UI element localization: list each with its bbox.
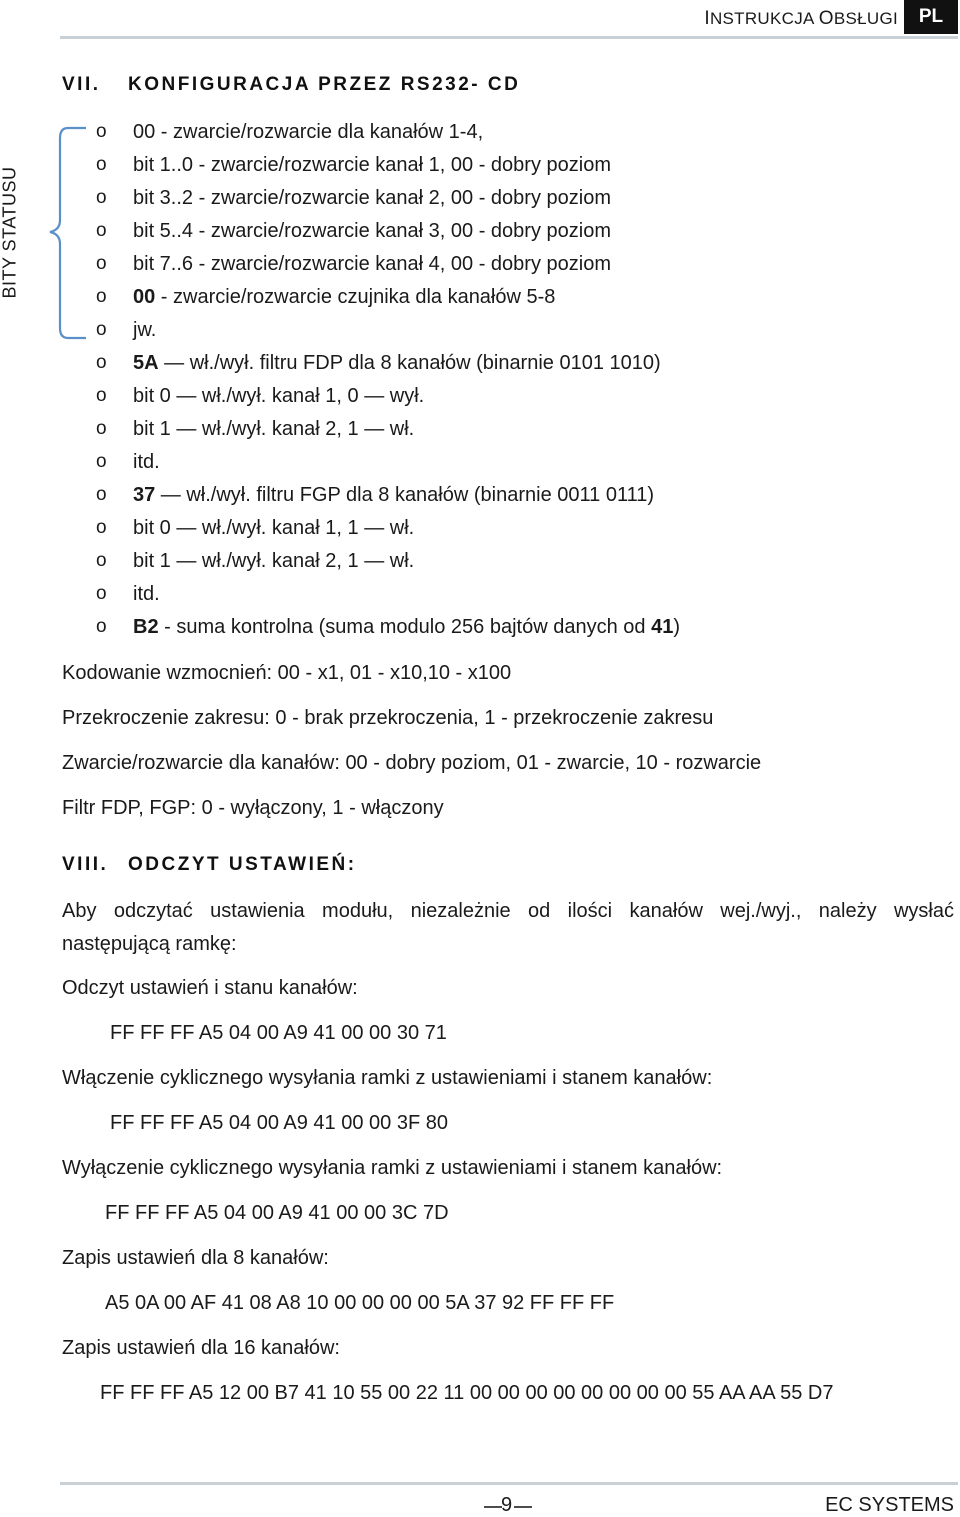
note-filter: Filtr FDP, FGP: 0 - wyłączony, 1 - włączony <box>62 797 444 819</box>
list-item-text: jw. <box>133 319 157 341</box>
list-item-text: bit 1 — wł./wył. kanał 2, 1 — wł. <box>133 418 415 440</box>
section-heading-7 <box>62 74 520 96</box>
bullet: o <box>96 352 107 373</box>
bullet: o <box>96 154 107 175</box>
note-gain-coding: Kodowanie wzmocnień: 00 - x1, 01 - x10,10 - x100 <box>62 662 512 684</box>
document-title: INSTRUKCJA OBSŁUGI <box>704 8 898 29</box>
bullet: o <box>96 121 107 142</box>
bullet: o <box>96 418 107 439</box>
bullet: o <box>96 616 107 637</box>
list-item-text: 00 - zwarcie/rozwarcie dla kanałów 1-4, <box>133 121 484 143</box>
frame-code: FF FF FF A5 12 00 B7 41 10 55 00 22 11 00 00 00 00 00 00 00 00 55 AA AA 55 D7 <box>100 1382 834 1404</box>
frame-code: FF FF FF A5 04 00 A9 41 00 00 3C 7D <box>105 1202 449 1224</box>
header-rule <box>60 36 958 39</box>
side-label-status-bits: BITY STATUSU <box>0 166 20 299</box>
bullet: o <box>96 484 107 505</box>
frame-label: Wyłączenie cyklicznego wysyłania ramki z ustawieniami i stanem kanałów: <box>62 1157 723 1179</box>
bullet: o <box>96 583 107 604</box>
list-item-text: bit 0 — wł./wył. kanał 1, 1 — wł. <box>133 517 415 539</box>
bullet: o <box>96 550 107 571</box>
section-title: KONFIGURACJA PRZEZ RS232- CD <box>128 74 521 95</box>
frame-label: Zapis ustawień dla 16 kanałów: <box>62 1337 340 1359</box>
list-item-text: bit 7..6 - zwarcie/rozwarcie kanał 4, 00 - dobry poziom <box>133 253 611 275</box>
list-item-text: bit 5..4 - zwarcie/rozwarcie kanał 3, 00 - dobry poziom <box>133 220 611 242</box>
bullet: o <box>96 319 107 340</box>
section-title: ODCZYT USTAWIEŃ: <box>128 854 357 875</box>
bullet: o <box>96 253 107 274</box>
intro-paragraph: Aby odczytać ustawienia modułu, niezależnie od ilości kanałów wej./wyj., należy wysłać następującą ramkę: <box>62 900 954 955</box>
bullet: o <box>96 286 107 307</box>
note-short-open: Zwarcie/rozwarcie dla kanałów: 00 - dobry poziom, 01 - zwarcie, 10 - rozwarcie <box>62 752 762 774</box>
frame-label: Odczyt ustawień i stanu kanałów: <box>62 977 358 999</box>
bullet: o <box>96 517 107 538</box>
brace-bracket <box>28 124 88 342</box>
bullet: o <box>96 220 107 241</box>
frame-code: A5 0A 00 AF 41 08 A8 10 00 00 00 00 5A 37 92 FF FF FF <box>105 1292 615 1314</box>
section-number: VII. <box>62 74 101 95</box>
footer-rule <box>60 1482 958 1485</box>
bullet: o <box>96 385 107 406</box>
frame-code: FF FF FF A5 04 00 A9 41 00 00 3F 80 <box>110 1112 448 1134</box>
list-item-text: itd. <box>133 451 160 473</box>
list-item-text: 5A — wł./wył. filtru FDP dla 8 kanałów (binarnie 0101 1010) <box>133 352 661 374</box>
list-item-text: itd. <box>133 583 160 605</box>
list-item-text: B2 - suma kontrolna (suma modulo 256 bajtów danych od 41) <box>133 616 680 638</box>
frame-code: FF FF FF A5 04 00 A9 41 00 00 30 71 <box>110 1022 447 1044</box>
section-heading-8 <box>62 854 357 876</box>
bullet: o <box>96 187 107 208</box>
page-dash-right <box>514 1505 534 1509</box>
section-number: VIII. <box>62 854 109 875</box>
page-number: 9 <box>501 1494 513 1516</box>
frame-label: Włączenie cyklicznego wysyłania ramki z ustawieniami i stanem kanałów: <box>62 1067 713 1089</box>
language-badge: PL <box>904 0 958 34</box>
frame-label: Zapis ustawień dla 8 kanałów: <box>62 1247 329 1269</box>
note-overrange: Przekroczenie zakresu: 0 - brak przekroczenia, 1 - przekroczenie zakresu <box>62 707 714 729</box>
list-item-text: 00 - zwarcie/rozwarcie czujnika dla kanałów 5-8 <box>133 286 556 308</box>
list-item-text: 37 — wł./wył. filtru FGP dla 8 kanałów (binarnie 0011 0111) <box>133 484 654 506</box>
company-name: EC SYSTEMS <box>825 1494 954 1516</box>
list-item-text: bit 3..2 - zwarcie/rozwarcie kanał 2, 00 - dobry poziom <box>133 187 611 209</box>
list-item-text: bit 0 — wł./wył. kanał 1, 0 — wył. <box>133 385 425 407</box>
bullet: o <box>96 451 107 472</box>
list-item-text: bit 1 — wł./wył. kanał 2, 1 — wł. <box>133 550 415 572</box>
list-item-text: bit 1..0 - zwarcie/rozwarcie kanał 1, 00 - dobry poziom <box>133 154 611 176</box>
